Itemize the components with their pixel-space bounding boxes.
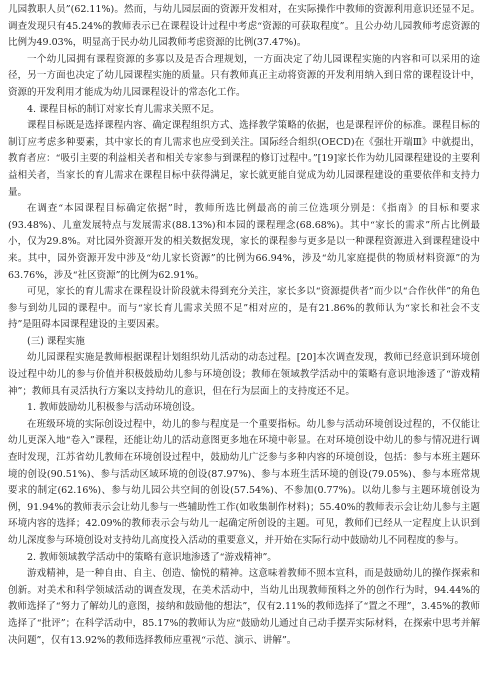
paragraph-goal-survey: 在调查“本园课程目标确定依据”时，教师所选比例最高的前三位选项分别是：《指南》的目标和要求(93.48%)、儿童发展特点与发展需求(88.13%)和本园的课程理念(68.68%)。其中“家长的需求”所占比例最小，仅为29.8%。对比园外资源开发的相关数据发现，家长的课程参与更多是以一种课程资源进入到课程建设中来。其中，园外资源开发中涉及“幼儿家长资源”的比例为66.94%，涉及“幼儿家庭提供的物质材料资源”的为63.76%，涉及“社区资源”的比例为62.91%。 [8, 203, 480, 281]
paragraph-implementation-overview: 幼儿园课程实施是教师根据课程计划组织幼儿活动的动态过程。[20]本次调查发现，教师已经意识到环境创设过程中幼儿的参与价值并积极鼓励幼儿参与环境创设；教师在领域教学活动中的策略有意识地渗透了“游戏精神”；教师具有灵活执行方案以支持幼儿的意识，但在行为层面上的支持度还不足。 [8, 352, 480, 397]
heading-game-spirit: 2. 教师领域教学活动中的策略有意识地渗透了“游戏精神”。 [27, 551, 277, 563]
paragraph-resource-utilization-tail: 儿园教职人员”(62.11%)。然而，与幼儿园层面的资源开发相对，在实际操作中教师的资源利用意识还显不足。调查发现只有45.24%的教师表示已在课程设计过程中考虑“资源的可获取程度”。且公办幼儿园教师考虑资源的比例为49.03%，明显高于民办幼儿园教师考虑资源的比例(37.47%)。 [8, 4, 480, 49]
paragraph-environment-participation: 在班级环境的实际创设过程中，幼儿的参与程度是一个重要指标。幼儿参与活动环境创设过程的，不仅能让幼儿更深入地“卷入”课程，还能让幼儿的活动意图更多地在环境中彰显。在对环境创设中幼儿的参与情况进行调查时发现，江苏省幼儿教师在环境创设过程中，鼓励幼儿广泛参与多种内容的环境创设，包括：参与本班主题环境的创设(90.51%)、参与活动区域环境的创设(87.97%)、参与本班生活环境的创设(79.05%)、参与本班常规要求的制定(62.16%)、参与幼儿园公共空间的创设(57.54%)、不参加(0.77%)。以幼儿参与主题环境创设为例，91.94%的教师表示会让幼儿参与一些辅助性工作(如收集制作材料)；55.40%的教师表示会让幼儿参与主题环境内容的选择；42.09%的教师表示会与幼儿一起确定所创设的主题。可见，教师们已经从一定程度上认识到幼儿深度参与环境创设对支持幼儿高度投入活动的重要意义，并开始在实际行动中鼓励幼儿不同程度的参与。 [8, 418, 480, 546]
paragraph-game-spirit: 游戏精神，是一种自由、自主、创造、愉悦的精神。这意味着教师不照本宣科，而是鼓励幼儿的操作探索和创新。对美术和科学领域活动的调查发现，在美术活动中，当幼儿出现教师预料之外的创作行为时，94.44%的教师选择了“努力了解幼儿的意图，接纳和鼓励他的想法”，仅有2.11%的教师选择了“置之不理”，3.45%的教师选择了“批评”；在科学活动中，85.17%的教师认为应“鼓励幼儿通过自己动手摆弄实际材料，在探索中思考并解决问题”，仅有13.92%的教师选择教师应重视“示范、演示、讲解”。 [8, 568, 480, 646]
paragraph-resource-planning: 一个幼儿园拥有课程资源的多寡以及是否合理规划，一方面决定了幼儿园课程实施的内容和可以采用的途径，另一方面也决定了幼儿园课程实施的质量。只有教师真正主动将资源的开发利用纳入到日常的课程设计中，资源的开发利用才能成为幼儿园课程设计的常态化工作。 [8, 53, 480, 98]
paragraph-goal-basis: 课程目标既是选择课程内容、确定课程组织方式、选择教学策略的依据，也是课程评价的标准。课程目标的制订应考虑多种要素，其中家长的育儿需求也应受到关注。国际经合组织(OECD)在《强壮开端Ⅲ》中就提出，教育者应：“吸引主要的利益相关者和相关专家参与到课程的修订过程中。”[19]家长作为幼儿园课程建设的主要利益相关者，当家长的育儿需求在课程目标中获得满足，家长就更能自觉成为幼儿园课程建设的重要依伴和支持力量。 [8, 120, 480, 198]
section-heading-curriculum-implementation: (三) 课程实施 [27, 335, 85, 347]
heading-environment-creation: 1. 教师鼓励幼儿积极参与活动环境创设。 [27, 402, 201, 414]
paragraph-parent-role: 可见，家长的育儿需求在课程设计阶段就未得到充分关注，家长多以“资源提供者”而少以“合作伙伴”的角色参与到幼儿园的课程中。而与“家长育儿需求关照不足”相对应的，是有21.86%的教师认为“家长和社会不支持”是阻碍本园课程建设的主要因素。 [8, 286, 480, 331]
heading-goal-setting: 4. 课程目标的制订对家长育儿需求关照不足。 [27, 103, 220, 115]
